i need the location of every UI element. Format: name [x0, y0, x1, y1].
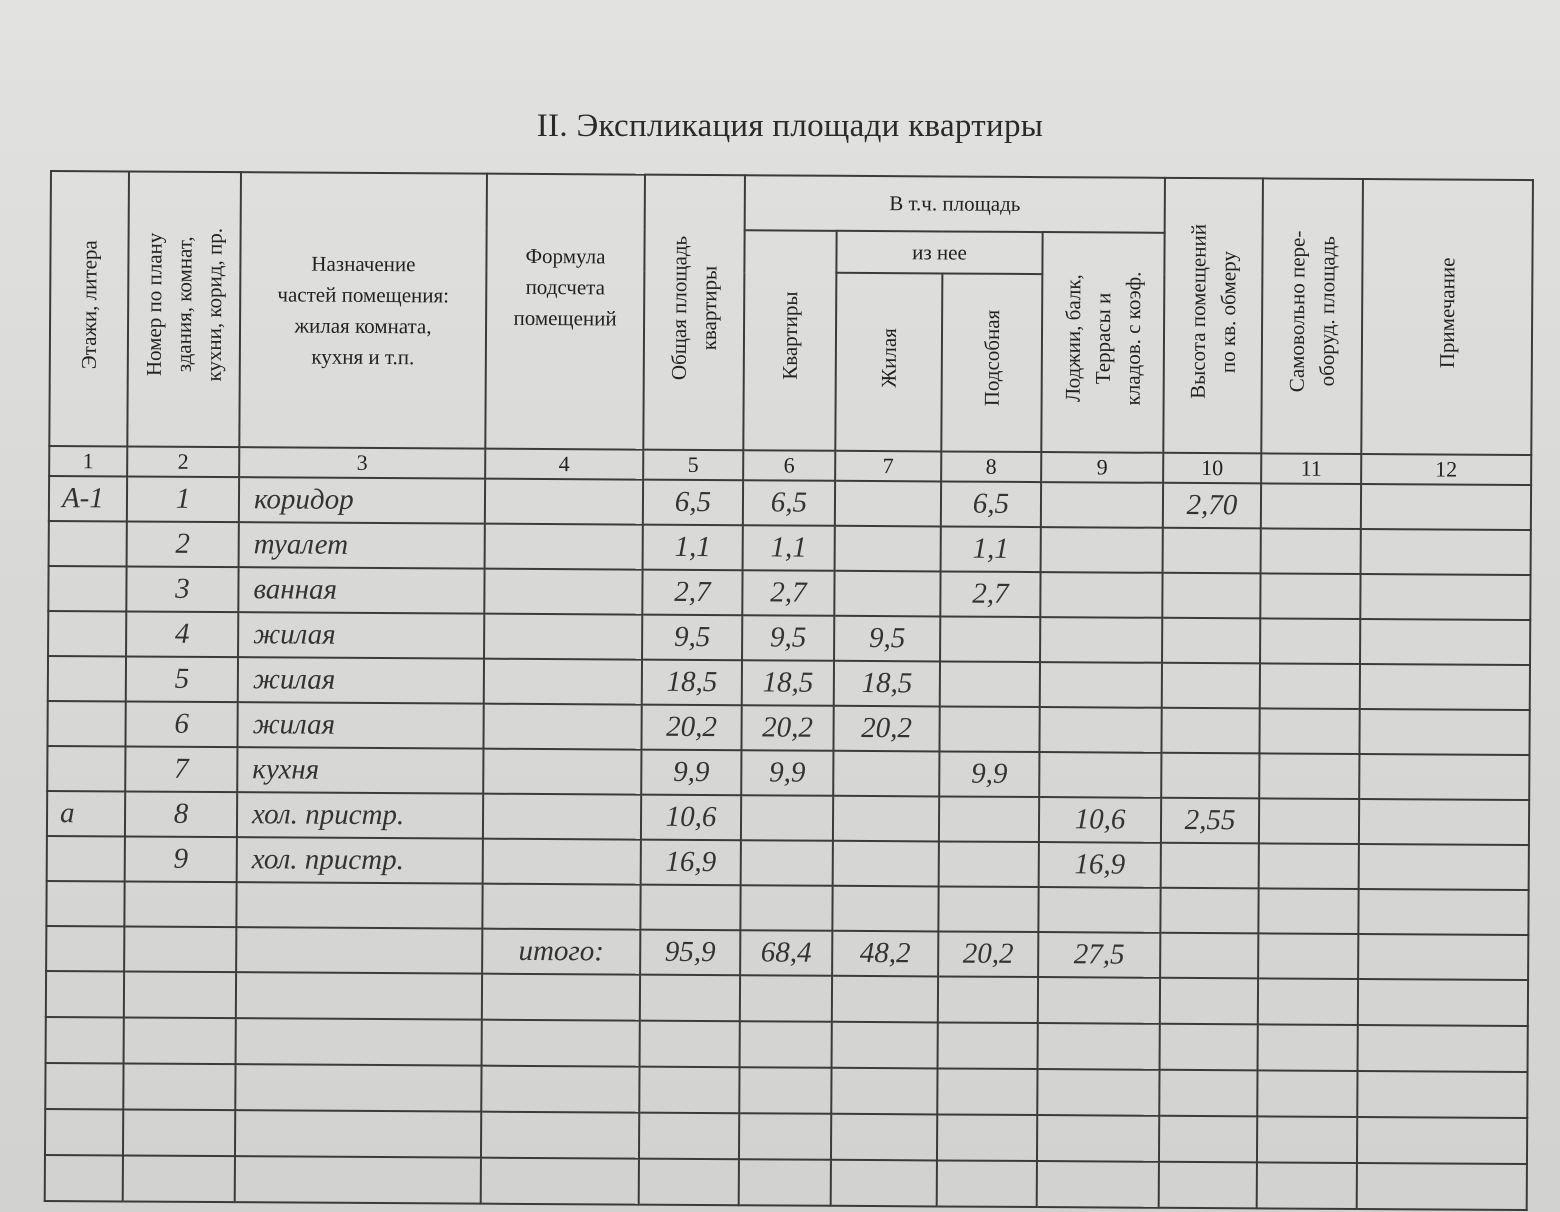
cell-loggia [1041, 482, 1163, 528]
column-number: 12 [1361, 454, 1531, 485]
cell-height: 2,55 [1161, 798, 1259, 844]
cell-apt: 9,5 [742, 615, 834, 661]
cell-living [833, 796, 939, 842]
cell-note [1359, 799, 1529, 845]
cell-unauth [1261, 483, 1361, 529]
empty-cell [1160, 1024, 1258, 1071]
table-body [45, 476, 1531, 1210]
cell-formula [482, 884, 640, 930]
empty-cell [1257, 1116, 1357, 1163]
cell-total: 18,5 [642, 660, 742, 706]
cell-aux [940, 661, 1040, 707]
cell-total [640, 885, 740, 931]
empty-cell [639, 1159, 739, 1206]
cell-floor [48, 566, 126, 611]
cell-aux [938, 886, 1038, 932]
cell-height [1163, 528, 1261, 574]
cell-loggia [1039, 707, 1161, 753]
empty-cell [1159, 1162, 1257, 1209]
cell-num: 6 [125, 701, 237, 747]
cell-loggia [1038, 887, 1160, 933]
cell-formula [485, 479, 643, 525]
cell-loggia: 10,6 [1039, 797, 1161, 843]
cell-num: 7 [125, 746, 237, 792]
cell-living [832, 886, 938, 932]
cell-unauth [1258, 933, 1358, 979]
cell-aux [940, 616, 1040, 662]
column-number: 5 [643, 450, 743, 481]
cell-loggia: 16,9 [1039, 842, 1161, 888]
cell-aux: 20,2 [938, 931, 1038, 977]
header-floor-label: Этажи, литера [76, 239, 102, 369]
cell-formula [484, 659, 642, 705]
header-purpose: Назначение частей помещения: жилая комната, кухня и т.п. [239, 172, 487, 448]
cell-unauth [1260, 618, 1360, 664]
cell-apt: 9,9 [741, 750, 833, 796]
cell-loggia [1039, 752, 1161, 798]
cell-formula [483, 749, 641, 795]
empty-cell [937, 1160, 1037, 1207]
header-living: Жилая [835, 273, 942, 452]
cell-total: 9,9 [641, 750, 741, 796]
column-number: 8 [941, 451, 1041, 482]
cell-note [1361, 529, 1531, 575]
cell-name: коридор [239, 477, 485, 524]
empty-cell [46, 1017, 124, 1063]
empty-cell [1358, 1025, 1528, 1072]
cell-unauth [1259, 753, 1359, 799]
empty-cell [832, 1022, 938, 1069]
column-number: 11 [1261, 453, 1361, 484]
empty-cell [481, 1112, 639, 1159]
cell-aux: 6,5 [941, 481, 1041, 527]
empty-cell [937, 1068, 1037, 1115]
empty-cell [831, 1114, 937, 1161]
cell-num: 2 [127, 521, 239, 567]
cell-height [1162, 573, 1260, 619]
cell-note [1360, 619, 1530, 665]
cell-living [833, 841, 939, 887]
empty-cell [832, 976, 938, 1023]
cell-loggia [1040, 617, 1162, 663]
empty-cell [1357, 1163, 1527, 1210]
empty-cell [938, 976, 1038, 1023]
empty-cell [1358, 979, 1528, 1026]
cell-living: 9,5 [834, 616, 940, 662]
header-apartment: Квартиры [743, 230, 836, 451]
cell-aux [939, 841, 1039, 887]
empty-cell [831, 1160, 937, 1207]
empty-cell [124, 971, 236, 1018]
cell-living: 20,2 [833, 706, 939, 752]
cell-loggia [1040, 662, 1162, 708]
empty-cell [831, 1068, 937, 1115]
cell-floor [47, 836, 125, 881]
cell-num: 8 [125, 791, 237, 837]
empty-cell [1159, 1070, 1257, 1117]
cell-aux: 9,9 [939, 751, 1039, 797]
header-formula: Формула подсчета помещений [485, 174, 645, 450]
column-number: 1 [49, 446, 127, 476]
empty-cell [236, 972, 482, 1020]
cell-aux: 2,7 [940, 571, 1040, 617]
empty-cell [1257, 1162, 1357, 1209]
empty-cell [123, 1063, 235, 1110]
empty-cell [1038, 1023, 1160, 1070]
header-unauthorized: Самовольно пере- оборуд. площадь [1261, 178, 1363, 454]
explication-table [44, 170, 1534, 1211]
empty-cell [46, 971, 124, 1017]
cell-formula [485, 524, 643, 570]
empty-cell [481, 1158, 639, 1205]
empty-row [45, 1155, 1527, 1210]
cell-name: туалет [239, 522, 485, 569]
empty-cell [236, 1018, 482, 1066]
cell-num [124, 926, 236, 972]
cell-aux [939, 706, 1039, 752]
empty-cell [1038, 977, 1160, 1024]
cell-formula [483, 839, 641, 885]
header-room-number-label: Номер по плану здания, комнат, кухни, корид, пр. [141, 228, 227, 382]
cell-floor [49, 521, 127, 566]
cell-name [236, 927, 482, 974]
cell-name: жилая [238, 612, 484, 659]
cell-height [1160, 933, 1258, 979]
cell-unauth [1258, 888, 1358, 934]
cell-living [834, 571, 940, 617]
cell-apt [741, 840, 833, 886]
cell-loggia [1041, 527, 1163, 573]
empty-cell [1037, 1115, 1159, 1162]
cell-unauth [1259, 843, 1359, 889]
cell-floor: А-1 [49, 476, 127, 521]
cell-name: жилая [237, 702, 483, 749]
empty-cell [45, 1063, 123, 1109]
cell-aux [939, 796, 1039, 842]
cell-height [1161, 843, 1259, 889]
cell-apt: 18,5 [742, 660, 834, 706]
cell-name [236, 882, 482, 929]
empty-cell [938, 1022, 1038, 1069]
cell-aux: 1,1 [941, 526, 1041, 572]
cell-unauth [1259, 708, 1359, 754]
cell-loggia [1040, 572, 1162, 618]
cell-height [1161, 708, 1259, 754]
cell-apt: 1,1 [743, 525, 835, 571]
cell-total: 1,1 [643, 525, 743, 571]
cell-living [835, 481, 941, 527]
cell-total: 2,7 [642, 570, 742, 616]
empty-cell [1257, 1070, 1357, 1117]
empty-cell [740, 975, 832, 1022]
cell-apt: 20,2 [741, 705, 833, 751]
empty-cell [739, 1159, 831, 1206]
cell-note [1359, 754, 1529, 800]
empty-cell [45, 1155, 123, 1201]
empty-cell [739, 1113, 831, 1160]
page-title: II. Экспликация площади квартиры [536, 108, 1044, 144]
cell-loggia: 27,5 [1038, 932, 1160, 978]
empty-cell [124, 1017, 236, 1064]
empty-cell [1357, 1071, 1527, 1118]
header-group-area: В т.ч. площадь [745, 175, 1165, 233]
cell-height [1162, 663, 1260, 709]
empty-cell [1357, 1117, 1527, 1164]
cell-floor [46, 926, 124, 971]
cell-total: 16,9 [641, 840, 741, 886]
empty-cell [235, 1110, 481, 1158]
cell-living [833, 751, 939, 797]
cell-total: 10,6 [641, 795, 741, 841]
empty-cell [740, 1021, 832, 1068]
empty-cell [45, 1109, 123, 1155]
cell-note [1358, 934, 1528, 980]
cell-floor [47, 701, 125, 746]
header-height: Высота помещений по кв. обмеру [1163, 178, 1263, 454]
empty-cell [481, 1066, 639, 1113]
cell-height [1162, 618, 1260, 664]
empty-cell [1258, 978, 1358, 1025]
header-loggia: Лоджии, балк, Террасы и кладов. с коэф. [1041, 232, 1164, 453]
cell-apt [740, 885, 832, 931]
cell-name: хол. пристр. [237, 837, 483, 884]
cell-living [835, 526, 941, 572]
cell-total: 95,9 [640, 930, 740, 976]
cell-height: 2,70 [1163, 483, 1261, 529]
cell-unauth [1259, 798, 1359, 844]
cell-num: 3 [126, 566, 238, 612]
cell-name: жилая [238, 657, 484, 704]
column-number: 3 [239, 447, 485, 479]
column-number: 4 [485, 449, 643, 480]
empty-cell [640, 1021, 740, 1068]
empty-cell [640, 975, 740, 1022]
column-number: 6 [743, 450, 835, 481]
cell-total: 9,5 [642, 615, 742, 661]
cell-formula [483, 794, 641, 840]
column-number: 7 [835, 451, 941, 482]
cell-floor [47, 746, 125, 791]
cell-num: 5 [126, 656, 238, 702]
cell-apt [741, 795, 833, 841]
cell-height [1160, 888, 1258, 934]
cell-floor [48, 611, 126, 656]
empty-cell [937, 1114, 1037, 1161]
cell-note [1360, 664, 1530, 710]
cell-unauth [1260, 573, 1360, 619]
header-room-number [127, 171, 241, 447]
cell-unauth [1261, 528, 1361, 574]
cell-apt: 2,7 [742, 570, 834, 616]
empty-cell [639, 1113, 739, 1160]
empty-cell [235, 1064, 481, 1112]
empty-cell [1159, 1116, 1257, 1163]
empty-cell [123, 1155, 235, 1202]
empty-cell [482, 974, 640, 1021]
header-floor [49, 171, 129, 446]
cell-height [1161, 753, 1259, 799]
cell-num [124, 881, 236, 927]
empty-cell [482, 1020, 640, 1067]
cell-formula [484, 614, 642, 660]
cell-living: 48,2 [832, 931, 938, 977]
column-number: 9 [1041, 452, 1163, 483]
cell-name: ванная [238, 567, 484, 614]
cell-formula [483, 704, 641, 750]
cell-note [1361, 484, 1531, 530]
cell-living: 18,5 [834, 661, 940, 707]
cell-total: 20,2 [641, 705, 741, 751]
cell-note [1359, 844, 1529, 890]
empty-cell [639, 1067, 739, 1114]
cell-note [1359, 709, 1529, 755]
cell-formula [484, 569, 642, 615]
empty-cell [1037, 1161, 1159, 1208]
cell-unauth [1260, 663, 1360, 709]
column-number: 2 [127, 446, 239, 477]
cell-num: 9 [125, 836, 237, 882]
cell-floor [48, 656, 126, 701]
cell-floor [46, 881, 124, 926]
column-number: 10 [1163, 453, 1261, 484]
empty-cell [235, 1156, 481, 1204]
cell-apt: 68,4 [740, 930, 832, 976]
empty-cell [1037, 1069, 1159, 1116]
cell-note [1358, 889, 1528, 935]
header-subgroup: из нее [836, 231, 1042, 274]
cell-formula: итого: [482, 929, 640, 975]
cell-note [1360, 574, 1530, 620]
cell-total: 6,5 [643, 480, 743, 526]
cell-apt: 6,5 [743, 480, 835, 526]
header-auxiliary: Подсобная [941, 273, 1042, 452]
cell-name: кухня [237, 747, 483, 794]
cell-floor: а [47, 791, 125, 836]
empty-cell [1160, 978, 1258, 1025]
cell-name: хол. пристр. [237, 792, 483, 839]
cell-num: 4 [126, 611, 238, 657]
header-total-area: Общая площадь квартиры [643, 175, 745, 451]
cell-num: 1 [127, 476, 239, 522]
empty-cell [123, 1109, 235, 1156]
header-note: Примечание [1361, 179, 1533, 455]
empty-cell [1258, 1024, 1358, 1071]
empty-cell [739, 1067, 831, 1114]
